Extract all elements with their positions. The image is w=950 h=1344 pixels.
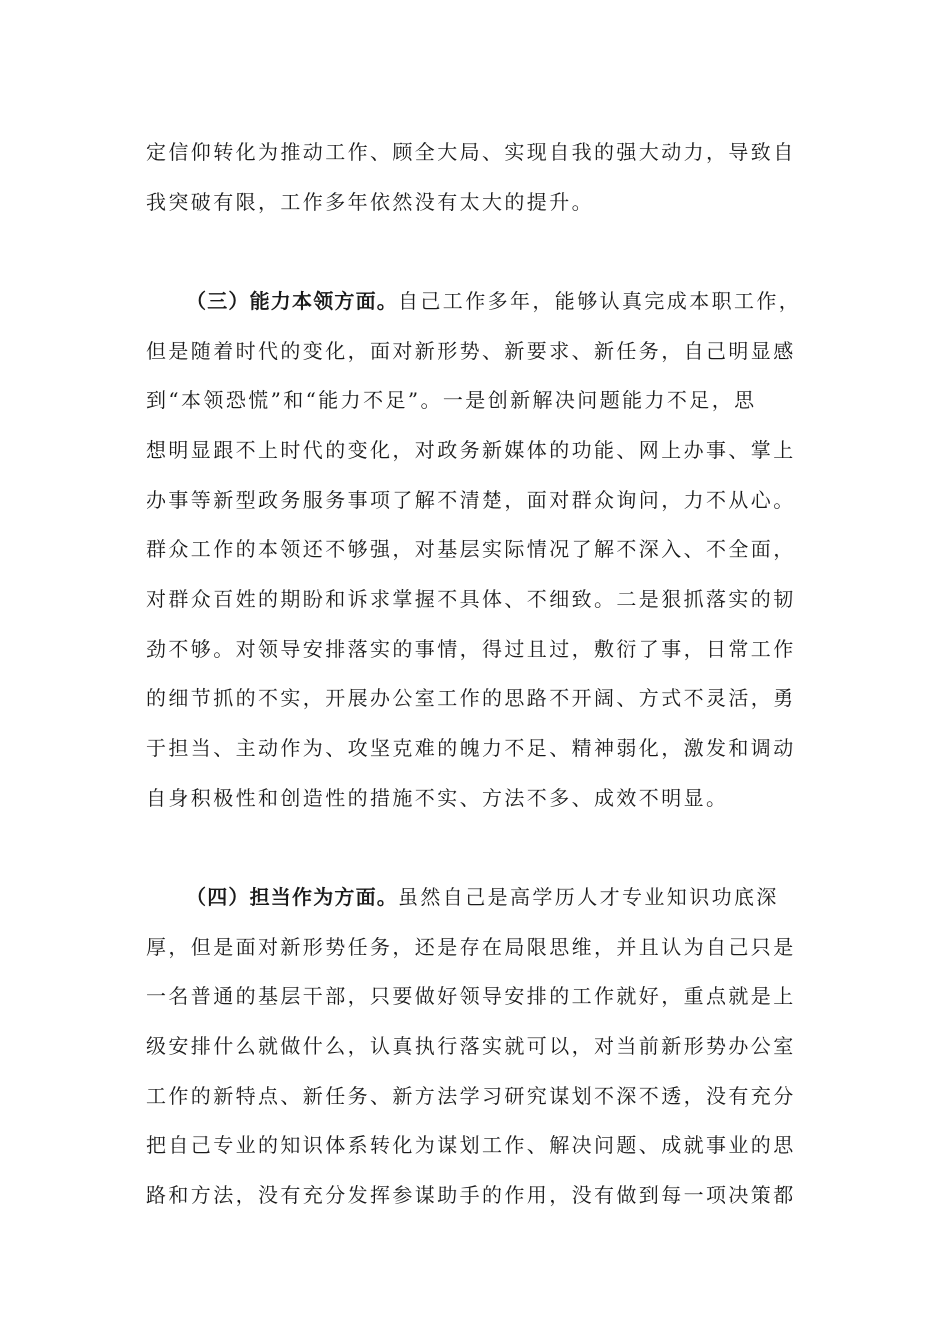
- section-3-line: 群众工作的本领还不够强，对基层实际情况了解不深入、不全面，: [146, 537, 796, 561]
- section-3-line: 劲不够。对领导安排落实的事情，得过且过，敷衍了事，日常工作: [146, 637, 796, 661]
- section-3-line: 对群众百姓的期盼和诉求掌握不具体、不细致。二是狠抓落实的韧: [146, 587, 796, 611]
- section-3-line: 自身积极性和创造性的措施不实、方法不多、成效不明显。: [146, 786, 729, 810]
- section-4-line: 把自己专业的知识体系转化为谋划工作、解决问题、成就事业的思: [146, 1133, 796, 1157]
- section-3-line: 到“本领恐慌”和“能力不足”。一是创新解决问题能力不足，思: [146, 388, 757, 412]
- section-4-first-line-text: 虽然自己是高学历人才专业知识功底深: [398, 885, 779, 909]
- paragraph-1-line-1: 定信仰转化为推动工作、顾全大局、实现自我的强大动力，导致自: [146, 140, 796, 164]
- section-3-line: 想明显跟不上时代的变化，对政务新媒体的功能、网上办事、掌上: [146, 438, 796, 462]
- section-4-line: 厚，但是面对新形势任务，还是存在局限思维，并且认为自己只是: [146, 935, 796, 959]
- section-4-heading: （四）担当作为方面。: [186, 885, 398, 909]
- section-4-line: 一名普通的基层干部，只要做好领导安排的工作就好，重点就是上: [146, 984, 796, 1008]
- section-3-first-line: [186, 276, 806, 326]
- section-4-first-line: [186, 872, 806, 922]
- section-3-first-line-text: 自己工作多年，能够认真完成本职工作，: [398, 289, 802, 313]
- section-4-line: 级安排什么就做什么，认真执行落实就可以，对当前新形势办公室: [146, 1034, 796, 1058]
- paragraph-1-line-2: 我突破有限，工作多年依然没有太大的提升。: [146, 190, 594, 214]
- section-3-line: 于担当、主动作为、攻坚克难的魄力不足、精神弱化，激发和调动: [146, 736, 796, 760]
- section-3-line: 但是随着时代的变化，面对新形势、新要求、新任务，自己明显感: [146, 339, 796, 363]
- section-3-line: 办事等新型政务服务事项了解不清楚，面对群众询问，力不从心。: [146, 488, 796, 512]
- section-4-line: 路和方法，没有充分发挥参谋助手的作用，没有做到每一项决策都: [146, 1183, 796, 1207]
- section-3-line: 的细节抓的不实，开展办公室工作的思路不开阔、方式不灵活，勇: [146, 686, 796, 710]
- section-4-line: 工作的新特点、新任务、新方法学习研究谋划不深不透，没有充分: [146, 1084, 796, 1108]
- section-3-heading: （三）能力本领方面。: [186, 289, 398, 313]
